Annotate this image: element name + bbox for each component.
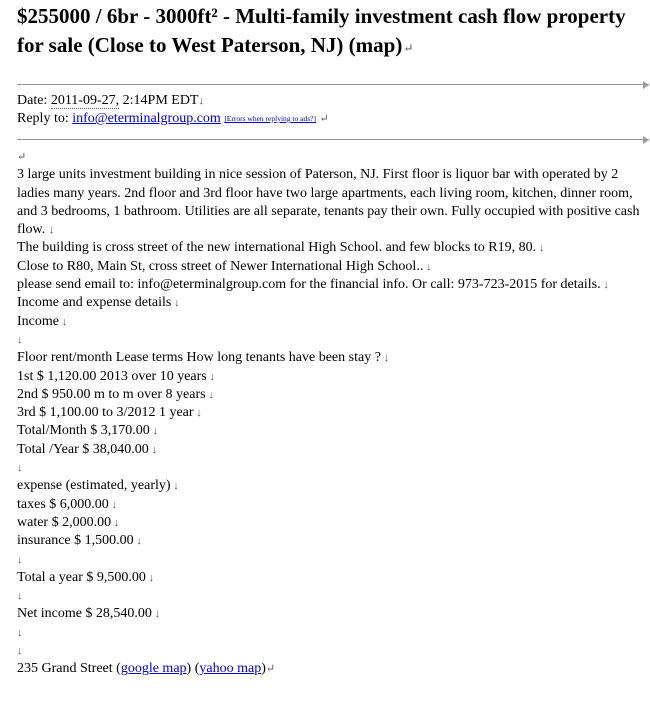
divider-arrow-icon [643,81,649,89]
google-map-link[interactable]: google map [120,661,187,677]
detail-line [17,349,642,367]
detail-line [17,642,642,660]
line-break-icon: ↓ [206,370,216,383]
posting-title [17,2,642,63]
line-break-icon: ↓ [171,297,180,310]
divider-top [17,84,649,85]
detail-line-text: insurance $ 1,500.00 [17,533,134,549]
detail-line-text: expense (estimated, yearly) [17,478,171,494]
detail-line [17,551,642,569]
detail-line-text: Total /Year $ 38,040.00 [17,441,149,457]
detail-line-text: please send email to: info@eterminalgroup.com for the financial info. Or call: 973-723-2015 for details. [17,277,601,293]
detail-line [17,514,642,532]
detail-line [17,605,642,623]
reply-line [17,110,329,128]
line-break-icon: ↓ [48,224,55,237]
line-break-icon: ↓ [17,462,23,475]
line-break-icon: ↓ [205,388,214,401]
detail-line [17,368,642,386]
detail-line [17,258,642,276]
reply-email-link[interactable]: info@eterminalgroup.com [72,111,221,126]
errors-replying-link[interactable]: [Errors when replying to ads?] [224,114,316,123]
yahoo-map-link[interactable]: yahoo map [199,661,262,677]
detail-line [17,404,642,422]
detail-line [17,624,642,642]
detail-line [17,294,642,312]
detail-line-text: water $ 2,000.00 [17,514,112,530]
detail-line [17,331,642,349]
detail-line [17,587,642,605]
return-mark: ↵ [17,151,27,163]
detail-line-text: taxes $ 6,000.00 [17,496,109,512]
date-line [17,92,204,110]
posting-body [17,148,642,679]
detail-line-text: 3rd $ 1,100.00 to 3/2012 1 year [17,405,194,421]
time-value: 2:14PM EDT [122,93,199,108]
detail-lines [17,239,642,660]
line-break-icon: ↓ [198,95,204,107]
line-break-icon: ↓ [145,571,155,584]
line-break-icon: ↓ [380,352,390,365]
detail-line-text: Total/Month $ 3,170.00 [17,423,150,439]
reply-label: Reply to: [17,111,69,126]
line-break-icon: ↓ [149,425,159,438]
line-break-icon: ↓ [17,553,23,566]
detail-line-text: Floor rent/month Lease terms How long tenants have been stay ? [17,350,381,366]
date-value: 2011-09-27, [50,93,120,108]
detail-line [17,441,642,459]
detail-line [17,386,642,404]
line-break-icon: ↓ [148,443,158,456]
detail-line [17,276,642,294]
detail-line [17,477,642,495]
detail-line [17,239,642,257]
description-paragraph [17,166,642,239]
line-break-icon: ↓ [17,645,23,658]
detail-line-text: Net income $ 28,540.00 [17,606,152,622]
line-break-icon: ↓ [108,498,118,511]
detail-line [17,496,642,514]
detail-line-text: 2nd $ 950.00 m to m over 8 years [17,386,206,402]
detail-line-text: 1st $ 1,120.00 2013 over 10 years [17,368,207,384]
line-break-icon: ↓ [17,626,23,639]
address-line: 235 Grand Street (google map) (yahoo map)↵ [17,661,276,677]
line-break-icon: ↓ [111,516,120,529]
detail-line [17,459,642,477]
return-mark: ↵ [403,41,414,55]
line-break-icon: ↓ [600,279,609,292]
line-break-icon: ↓ [133,535,142,548]
line-break-icon: ↓ [170,480,179,493]
line-break-icon: ↓ [193,407,202,420]
line-break-icon: ↓ [17,333,23,346]
detail-line [17,532,642,550]
line-break-icon: ↓ [17,590,23,603]
return-mark: ↵ [319,113,329,125]
divider-arrow-icon [643,136,649,144]
detail-line-text: Close to R80, Main St, cross street of Newer International High School.. [17,258,424,274]
date-label: Date: [17,93,48,108]
divider-bottom [17,139,649,140]
description-text: 3 large units investment building in nice session of Paterson, NJ. First floor is liquor bar with operated by 2 ladies many years. 2nd floor and 3rd floor have two large apartments, each living room, kitchen, dinner room, and 3 bedrooms, 1 bathroom. Utilities are all separate, tenants pay their own. Fully occupied with positive cash flow. [17,167,643,238]
detail-line-text: Income and expense details [17,295,172,311]
line-break-icon: ↓ [151,608,161,621]
detail-line [17,569,642,587]
line-break-icon: ↓ [423,260,432,273]
detail-line-text: Income [17,313,59,329]
detail-line [17,422,642,440]
address-street: 235 Grand Street [17,661,113,677]
detail-line [17,313,642,331]
posting-title-text: $255000 / 6br - 3000ft² - Multi-family investment cash flow property for sale (Close to West Paterson, NJ) (map) [17,4,626,57]
detail-line-text: Total a year $ 9,500.00 [17,569,146,585]
detail-line-text: The building is cross street of the new international High School. and few blocks to R19, 80. [17,240,537,256]
line-break-icon: ↓ [58,315,68,328]
line-break-icon: ↓ [536,242,545,255]
return-mark: ↵ [265,663,276,676]
